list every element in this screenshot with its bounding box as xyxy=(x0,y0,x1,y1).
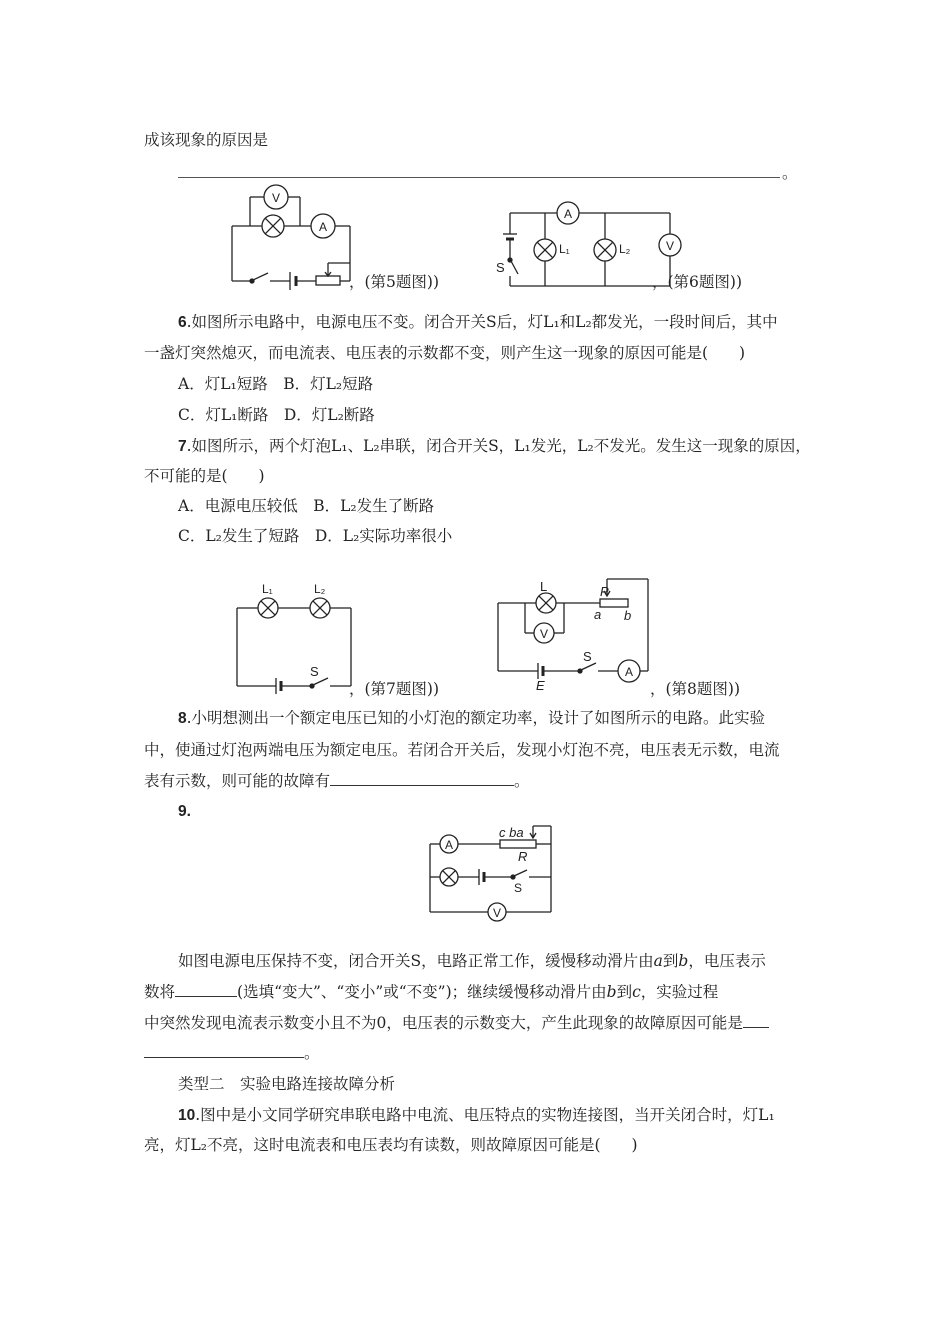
lamp-l2-label: L₂ xyxy=(314,582,326,596)
svg-text:A: A xyxy=(318,220,328,234)
q7-text-line-2: 不可能的是( ) xyxy=(144,467,265,485)
rheostat-ends-label: c ba xyxy=(499,825,524,840)
slider-label: P xyxy=(600,584,609,599)
q6-text-line-2: 一盏灯突然熄灭，而电流表、电压表的示数都不变，则产生这一现象的原因可能是( ) xyxy=(144,344,746,362)
source-label: E xyxy=(536,678,545,693)
end-a-label: a xyxy=(594,607,602,622)
q7-figure-caption: ，(第7题图)) xyxy=(349,680,440,698)
q8-circuit-figure xyxy=(490,575,660,695)
lamp-l1-label: L₁ xyxy=(559,242,570,256)
q5-circuit-figure xyxy=(220,180,360,292)
q9-circuit-figure xyxy=(425,820,560,920)
svg-text:A: A xyxy=(624,665,634,679)
q9-answer-blank-2b xyxy=(144,1043,304,1058)
q7-number: 7 xyxy=(178,438,187,455)
svg-text:V: V xyxy=(665,239,675,253)
q9-text-line-4: 。 xyxy=(144,1043,320,1063)
q7-text-line-1: 7.如图所示，两个灯泡L₁、L₂串联，闭合开关S，L₁发光，L₂不发光。发生这一现象的原因， xyxy=(178,437,811,455)
q9-answer-blank-1 xyxy=(175,982,237,997)
q8-text-line-1: 8.小明想测出一个额定电压已知的小灯泡的额定功率，设计了如图所示的电路。此实验 xyxy=(178,709,766,727)
q9-text-line-2: 数将 (选填“变大”、“变小”或“不变”)；继续缓慢移动滑片由b到c，实验过程 xyxy=(144,983,719,1001)
rheostat-icon xyxy=(600,599,628,607)
q8-text-line-3: 表有示数，则可能的故障有 。 xyxy=(144,772,530,790)
q9-number-line: 9. xyxy=(178,803,191,820)
q8-answer-blank xyxy=(330,771,514,786)
q7-circuit-figure xyxy=(230,580,360,690)
resistor-label: R xyxy=(518,849,528,864)
q6-figure-caption: ，(第6题图)) xyxy=(652,273,743,291)
switch-label: S xyxy=(310,664,319,679)
q10-text-line-1: 10.图中是小文同学研究串联电路中电流、电压特点的实物连接图，当开关闭合时，灯L₁ xyxy=(178,1106,775,1124)
q9-answer-blank-2a xyxy=(743,1013,769,1028)
svg-text:V: V xyxy=(492,906,502,920)
q10-text-line-2: 亮，灯L₂不亮，这时电流表和电压表均有读数，则故障原因可能是( ) xyxy=(144,1136,638,1154)
q9-text-line-3: 中突然发现电流表示数变小且不为0，电压表的示数变大，产生此现象的故障原因可能是 xyxy=(144,1013,769,1033)
switch-label: S xyxy=(583,649,592,664)
q6-number: 6 xyxy=(178,314,187,331)
lamp-label: L xyxy=(540,579,548,594)
q8-number: 8 xyxy=(178,710,187,727)
svg-text:A: A xyxy=(444,838,454,852)
q6-text-line-1: 6.如图所示电路中，电源电压不变。闭合开关S后，灯L₁和L₂都发光，一段时间后，其中 xyxy=(178,313,778,331)
q7-option-ab: A．电源电压较低 B．L₂发生了断路 xyxy=(178,497,435,515)
end-b-label: b xyxy=(624,608,632,623)
q9-text-line-1: 如图电源电压保持不变，闭合开关S，电路正常工作，缓慢移动滑片由a到b，电压表示 xyxy=(178,952,766,970)
q5-end-mark: 。 xyxy=(782,164,798,182)
q9-number: 9 xyxy=(178,803,187,820)
q10-number: 10 xyxy=(178,1107,196,1124)
q7-option-cd: C．L₂发生了短路 D．L₂实际功率很小 xyxy=(178,527,453,545)
q8-text-line-2: 中，使通过灯泡两端电压为额定电压。若闭合开关后，发现小灯泡不亮，电压表无示数，电流 xyxy=(144,741,780,759)
q6-option-ab: A．灯L₁短路 B．灯L₂短路 xyxy=(178,375,374,393)
q5-text-line: 成该现象的原因是 xyxy=(144,131,269,149)
rheostat-icon xyxy=(500,840,536,848)
q8-figure-caption: ，(第8题图)) xyxy=(650,680,741,698)
lamp-l1-label: L₁ xyxy=(262,582,273,596)
q5-figure-caption: ，(第5题图)) xyxy=(349,273,440,291)
svg-text:V: V xyxy=(271,191,281,205)
svg-text:V: V xyxy=(539,627,549,641)
lamp-l2-label: L₂ xyxy=(619,242,631,256)
svg-text:A: A xyxy=(563,207,573,221)
q5-answer-blank xyxy=(178,177,780,178)
q6-option-cd: C．灯L₁断路 D．灯L₂断路 xyxy=(178,406,375,424)
switch-label: S xyxy=(514,881,523,895)
switch-label: S xyxy=(496,260,505,275)
section-heading: 类型二 实验电路连接故障分析 xyxy=(178,1075,396,1093)
rheostat-icon xyxy=(316,276,340,285)
